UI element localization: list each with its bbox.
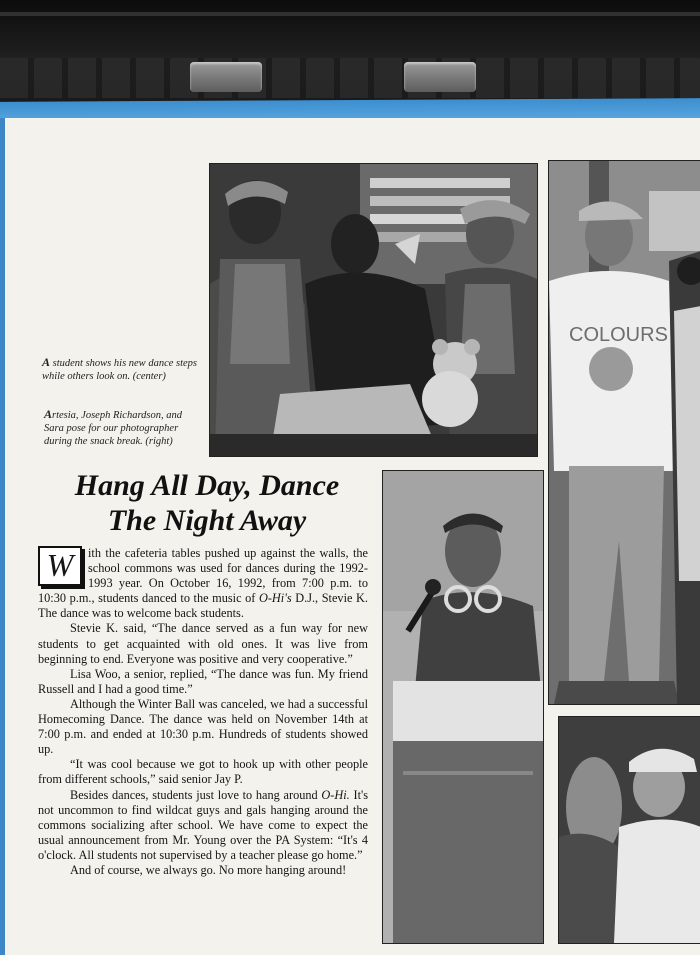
binder-rail [0, 58, 700, 98]
paragraph-7: And of course, we always go. No more hanging around! [70, 862, 347, 877]
paragraph-6 [38, 788, 368, 863]
paragraph-5: “It was cool because we got to hook up with other people from different schools,” said senior Jay P. [38, 757, 368, 787]
binder-clip-right [404, 62, 476, 92]
drop-cap-letter: W [38, 546, 82, 586]
caption-right-lead: A [44, 407, 53, 421]
photo-dj-microphone [382, 470, 544, 944]
article-body [38, 546, 368, 878]
paragraph-2: Stevie K. said, “The dance served as a fun way for new students to get acquainted with old ones. It was live from beginning to end. Everyone was positive and very cooperative.” [38, 621, 368, 666]
scanner-bar [0, 12, 700, 16]
paragraph-3: Lisa Woo, a senior, replied, “The dance was fun. My friend Russell and I had a good time.” [38, 666, 368, 696]
shirt-print-text: COLOURS [569, 324, 668, 346]
photo-student-dance-steps [548, 160, 700, 705]
paragraph-1-text-a: ith the cafeteria tables pushed up against the walls, the school commons was used for dances during the 1992-1993 year. On October 16, 1992, from 7:00 p.m. to 10:30 p.m., students danced to the music of [38, 546, 368, 606]
headline-line-2: The Night Away [107, 504, 307, 537]
page-blue-edge [0, 118, 5, 955]
caption-center-text: student shows his new dance steps while others look on. (center) [42, 358, 198, 382]
caption-center-lead: A [42, 355, 51, 369]
paragraph-1-em: O-Hi's [258, 591, 292, 606]
binder-clip-left [190, 62, 262, 92]
paragraph-6-text-a: Besides dances, students just love to hang around [70, 787, 322, 802]
paragraph-1 [38, 546, 368, 621]
caption-right-text: rtesia, Joseph Richardson, and Sara pose for our photographer during the snack break. (right) [44, 410, 182, 447]
caption-center [42, 356, 202, 383]
paragraph-6-em: O-Hi. [321, 787, 350, 802]
scanner-lid [0, 0, 700, 112]
article-headline [30, 468, 384, 538]
paragraph-4: Although the Winter Ball was canceled, we had a successful Homecoming Dance. The dance was held on November 14th at 7:00 p.m. and ended at 10:30 p.m. Hundreds of students showed up. [38, 696, 368, 757]
paragraph-1-text-b: D.J., Stevie K. The dance was to welcome back students. [38, 591, 368, 621]
paragraph-6-text-b: It's not uncommon to find wildcat guys and gals hanging around the commons socializing after school. We have come to expect the usual announcement from Mr. Young over the PA System: “It's 4 o'clock. All students not supervised by a teacher please go home.” [38, 787, 368, 862]
photo-group-snack-break [209, 163, 538, 457]
photo-students-bottom-right [558, 716, 700, 944]
caption-right [44, 408, 204, 448]
headline-line-1: Hang All Day, Dance [74, 469, 340, 502]
